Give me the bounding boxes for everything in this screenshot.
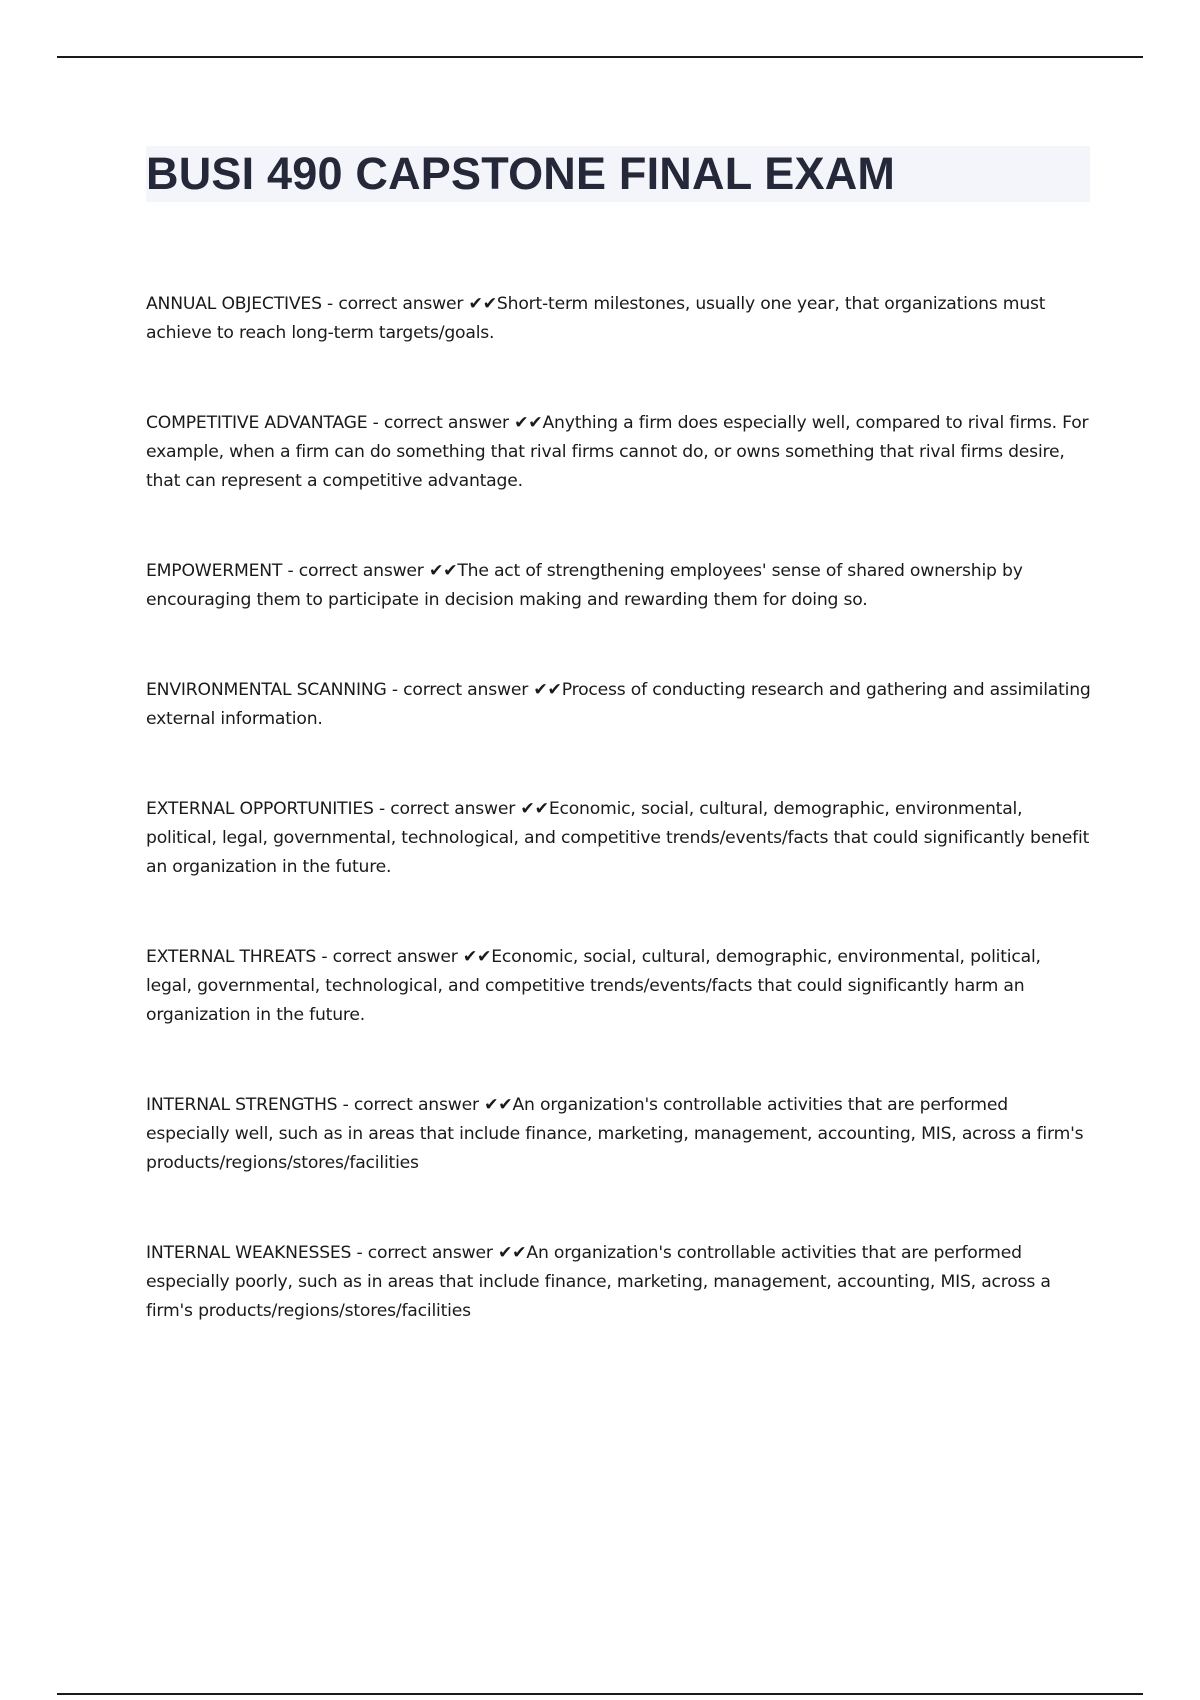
document-title: BUSI 490 CAPSTONE FINAL EXAM	[146, 148, 896, 199]
entry-annual-objectives: ANNUAL OBJECTIVES - correct answer ✔✔Short-term milestones, usually one year, that organizations must achieve to reach long-term targets/goals.	[146, 294, 1046, 343]
entry-external-threats: EXTERNAL THREATS - correct answer ✔✔Economic, social, cultural, demographic, environmental, political, legal, governmental, technological, and competitive trends/events/facts that could significantly harm an organization in the future.	[146, 947, 1041, 1025]
entry-external-opportunities: EXTERNAL OPPORTUNITIES - correct answer ✔✔Economic, social, cultural, demographic, environmental, political, legal, governmental, technological, and competitive trends/events/facts that could significantly benefit an organization in the future.	[146, 799, 1090, 877]
entry-competitive-advantage: COMPETITIVE ADVANTAGE - correct answer ✔✔Anything a firm does especially well, compared to rival firms. For example, when a firm can do something that rival firms cannot do, or owns something that rival firms desire, that can represent a competitive advantage.	[146, 413, 1089, 491]
bottom-rule	[57, 1693, 1143, 1695]
entry-empowerment: EMPOWERMENT - correct answer ✔✔The act of strengthening employees' sense of shared ownership by encouraging them to participate in decision making and rewarding them for doing so.	[146, 561, 1023, 610]
entries-list	[146, 290, 1091, 1326]
top-rule	[57, 56, 1143, 58]
entry-environmental-scanning: ENVIRONMENTAL SCANNING - correct answer ✔✔Process of conducting research and gathering and assimilating external information.	[146, 680, 1091, 729]
entry-internal-weaknesses: INTERNAL WEAKNESSES - correct answer ✔✔An organization's controllable activities that are performed especially poorly, such as in areas that include finance, marketing, management, accounting, MIS, across a firm's products/regions/stores/facilities	[146, 1243, 1051, 1321]
entry-internal-strengths: INTERNAL STRENGTHS - correct answer ✔✔An organization's controllable activities that are performed especially well, such as in areas that include finance, marketing, management, accounting, MIS, across a firm's products/regions/stores/facilities	[146, 1095, 1084, 1173]
